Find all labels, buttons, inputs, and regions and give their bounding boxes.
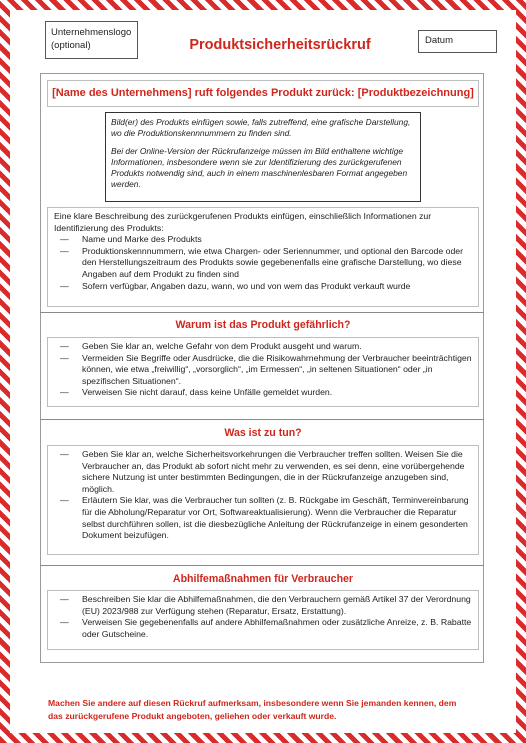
list-item: — Erläutern Sie klar, was die Verbraucher tun sollten (z. B. Rückgabe im Geschäft, Terminvereinbarung für die Abholung/Reparatur vor Ort, Softwareaktualisierung). Wenn die Verbraucher die Reparatur selbst durchführen sollen, ist die diesbezügliche Anleitung der Rückrufanzeige in einem gesonderten Dokument beizufügen. bbox=[82, 495, 472, 541]
description-intro: Eine klare Beschreibung des zurückgerufenen Produkts einfügen, einschließlich Informationen zur Identifizierung des Produkts: bbox=[54, 211, 432, 233]
section-body-danger bbox=[47, 337, 479, 407]
product-image-placeholder bbox=[105, 112, 421, 202]
list-item: — Produktionskennnummern, wie etwa Chargen- oder Seriennummer, und optional den Barcode oder den Herstellungszeitraum des Produkts sowie gegebenenfalls eine grafische Darstellung, wo diese Angaben auf dem Produkt zu finden sind bbox=[82, 246, 472, 281]
list-item: — Verweisen Sie nicht darauf, dass keine Unfälle gemeldet wurden. bbox=[82, 387, 472, 399]
description-list bbox=[54, 234, 472, 292]
section-divider bbox=[40, 312, 484, 313]
image-note-text: Bild(er) des Produkts einfügen sowie, falls zutreffend, eine grafische Darstellung, wo die Produktionskennnummern zu finden sind. bbox=[111, 117, 411, 138]
danger-list bbox=[54, 341, 472, 399]
section-divider bbox=[40, 565, 484, 566]
recall-headline: [Name des Unternehmens] ruft folgendes Produkt zurück: [Produktbezeichnung] bbox=[47, 80, 479, 107]
what-to-do-list bbox=[54, 449, 472, 542]
company-logo-placeholder: Unternehmenslogo (optional) bbox=[45, 21, 138, 59]
section-title-danger: Warum ist das Produkt gefährlich? bbox=[175, 319, 351, 331]
list-item: — Geben Sie klar an, welche Sicherheitsvorkehrungen die Verbraucher treffen sollten. Weisen Sie die Verbraucher an, das Produkt ab sofort nicht mehr zu verwenden, es sei denn, eine vorübergehende sichere Nutzung ist unter bestimmten Bedingungen, die in der Rückrufanzeige anzugeben sind, möglich. bbox=[82, 449, 472, 495]
share-notice: Machen Sie andere auf diesen Rückruf aufmerksam, insbesondere wenn Sie jemanden kennen, dem das zurückgerufene Produkt angeboten, geliehen oder verkauft wurde. bbox=[48, 698, 457, 721]
list-item: — Vermeiden Sie Begriffe oder Ausdrücke, die die Risikowahrnehmung der Verbraucher beeinträchtigen können, wie etwa „freiwillig“, „vorsorglich“, „im Ermessen“, „in seltenen Situationen“ oder „in spezifischen Situationen“. bbox=[82, 353, 472, 388]
list-item: — Geben Sie klar an, welche Gefahr von dem Produkt ausgeht und warum. bbox=[82, 341, 472, 353]
page-title: Produktsicherheitsrückruf bbox=[189, 37, 371, 53]
section-title-remedies: Abhilfemaßnahmen für Verbraucher bbox=[172, 573, 354, 585]
section-divider bbox=[40, 419, 484, 420]
section-body-remedies bbox=[47, 590, 479, 650]
image-note-online-text: Bei der Online-Version der Rückrufanzeige müssen im Bild enthaltene wichtige Informationen, insbesondere wenn sie zur Identifizierung des zurückgerufenen Produkts notwendig sind, auch in einem maschinenlesbaren Format angegeben werden. bbox=[111, 146, 408, 189]
remedies-list bbox=[54, 594, 472, 640]
list-item: — Sofern verfügbar, Angaben dazu, wann, wo und von wem das Produkt verkauft wurde bbox=[82, 281, 472, 293]
product-description-box bbox=[47, 207, 479, 307]
list-item: — Beschreiben Sie klar die Abhilfemaßnahmen, die den Verbrauchern gemäß Artikel 37 der Verordnung (EU) 2023/988 zur Verfügung stehen (Reparatur, Ersatz, Erstattung). bbox=[82, 594, 472, 617]
section-body-what-to-do bbox=[47, 445, 479, 555]
list-item: — Verweisen Sie gegebenenfalls auf andere Abhilfemaßnahmen oder zusätzliche Anreize, z. B. Rabatte oder Gutscheine. bbox=[82, 617, 472, 640]
list-item: — Name und Marke des Produkts bbox=[82, 234, 472, 246]
section-title-what-to-do: Was ist zu tun? bbox=[224, 427, 302, 439]
date-field: Datum bbox=[418, 30, 497, 53]
